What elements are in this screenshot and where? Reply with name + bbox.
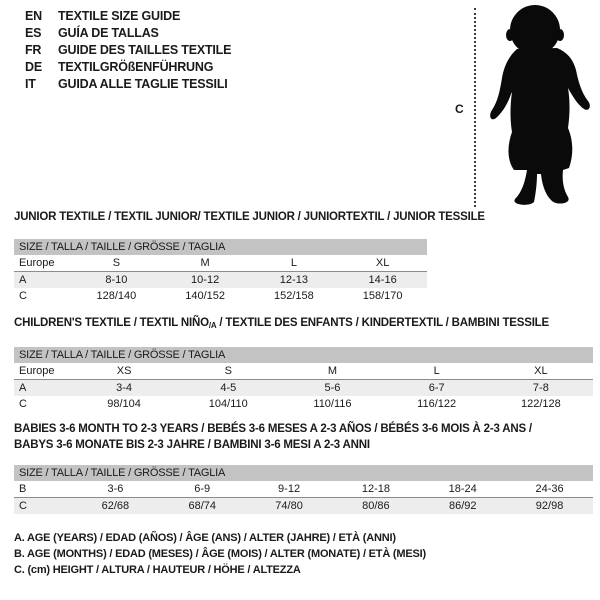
- junior-size-table: [14, 239, 427, 304]
- language-code: DE: [25, 60, 42, 74]
- row-label: C: [19, 500, 27, 512]
- language-title-list: [25, 8, 231, 93]
- table-cell: L: [250, 255, 339, 272]
- babies-title-line2: BABYS 3-6 MONATE BIS 2-3 JAHRE / BAMBINI 3-6 MESI A 2-3 ANNI: [14, 438, 370, 451]
- table-cell: 68/74: [188, 500, 216, 512]
- table-cell: XL: [338, 255, 427, 272]
- table-cell: 140/152: [185, 290, 225, 302]
- table-cell: 24-36: [506, 481, 593, 498]
- table-row-europe: [14, 255, 427, 272]
- note-age-years: A. AGE (YEARS) / EDAD (AÑOS) / ÂGE (ANS) / ALTER (JAHRE) / ETÀ (ANNI): [14, 532, 396, 544]
- language-title: TEXTILE SIZE GUIDE: [58, 9, 181, 23]
- table-cell: 5-6: [324, 382, 341, 394]
- table-cell: 12-18: [332, 481, 419, 498]
- size-header-bar: SIZE / TALLA / TAILLE / GRÖSSE / TAGLIA: [14, 465, 593, 481]
- table-cell: 152/158: [273, 290, 314, 302]
- children-title-part2: / TEXTILE DES ENFANTS / KINDERTEXTIL / BAMBINI TESSILE: [216, 317, 549, 329]
- language-title: TEXTILGRÖßENFÜHRUNG: [58, 60, 214, 74]
- table-cell: 3-6: [72, 481, 159, 498]
- table-cell: 62/68: [101, 500, 130, 512]
- language-title: GUIDA ALLE TAGLIE TESSILI: [58, 77, 228, 91]
- table-cell: 80/86: [362, 500, 390, 512]
- table-cell: 98/104: [107, 398, 141, 410]
- language-row-de: [25, 59, 231, 76]
- size-header-row: [14, 465, 593, 481]
- height-measure-dotted-line: [474, 8, 476, 207]
- size-header-bar: SIZE / TALLA / TAILLE / GRÖSSE / TAGLIA: [14, 239, 427, 255]
- table-cell: 110/116: [313, 398, 352, 410]
- language-title: GUÍA DE TALLAS: [58, 26, 159, 40]
- language-row-en: [25, 8, 231, 25]
- children-size-table: [14, 347, 593, 412]
- language-row-es: [25, 25, 231, 42]
- row-label: A: [19, 274, 27, 286]
- table-cell: 10-12: [191, 274, 220, 286]
- table-row-height: [14, 498, 593, 515]
- note-age-months: B. AGE (MONTHS) / EDAD (MESES) / ÂGE (MOIS) / ALTER (MONATE) / ETÀ (MESI): [14, 548, 426, 560]
- table-cell: 116/122: [417, 398, 457, 410]
- table-cell: 3-4: [116, 382, 133, 394]
- table-cell: M: [280, 363, 384, 380]
- table-cell: L: [385, 363, 489, 380]
- junior-section-title: JUNIOR TEXTILE / TEXTIL JUNIOR/ TEXTILE JUNIOR / JUNIORTEXTIL / JUNIOR TESSILE: [14, 211, 485, 223]
- table-row-europe: [14, 363, 593, 380]
- table-row-months: [14, 481, 593, 498]
- language-code: FR: [25, 43, 42, 57]
- language-title: GUIDE DES TAILLES TEXTILE: [58, 43, 232, 57]
- language-row-it: [25, 76, 231, 93]
- size-header-row: [14, 347, 593, 363]
- row-label: C: [19, 290, 27, 302]
- table-row-age: [14, 272, 427, 289]
- table-cell: 86/92: [448, 500, 477, 512]
- table-cell: S: [176, 363, 280, 380]
- row-label: C: [19, 398, 27, 410]
- babies-section-title: [14, 422, 532, 453]
- language-code: EN: [25, 9, 42, 23]
- table-cell: 12-13: [279, 274, 308, 286]
- table-cell: 122/128: [520, 398, 561, 410]
- table-cell: XL: [489, 363, 593, 380]
- children-title-part1: CHILDREN'S TEXTILE / TEXTIL NIÑO: [14, 317, 209, 329]
- size-header-row: [14, 239, 427, 255]
- table-cell: XS: [72, 363, 176, 380]
- table-cell: 6-9: [159, 481, 246, 498]
- table-cell: 18-24: [419, 481, 506, 498]
- legend-notes: [14, 530, 426, 578]
- table-cell: 128/140: [96, 290, 137, 302]
- children-title-subscript: /A: [208, 321, 217, 330]
- height-measure-label: C: [455, 102, 464, 116]
- toddler-silhouette-image: [479, 4, 595, 209]
- table-cell: 7-8: [532, 382, 549, 394]
- table-row-age: [14, 380, 593, 397]
- size-header-bar: SIZE / TALLA / TAILLE / GRÖSSE / TAGLIA: [14, 347, 593, 363]
- language-row-fr: [25, 42, 231, 59]
- table-cell: 104/110: [208, 398, 248, 410]
- row-label: Europe: [14, 255, 72, 272]
- row-label: B: [14, 481, 72, 498]
- table-cell: 6-7: [428, 382, 445, 394]
- table-cell: 158/170: [362, 290, 403, 302]
- table-cell: 8-10: [105, 274, 128, 286]
- language-code: IT: [25, 77, 36, 91]
- row-label: Europe: [14, 363, 72, 380]
- note-height-cm: C. (cm) HEIGHT / ALTURA / HAUTEUR / HÖHE / ALTEZZA: [14, 564, 301, 576]
- table-cell: S: [72, 255, 161, 272]
- table-row-height: [14, 396, 593, 412]
- babies-title-line1: BABIES 3-6 MONTH TO 2-3 YEARS / BEBÉS 3-6 MESES A 2-3 AÑOS / BÉBÉS 3-6 MOIS À 2-3 ANS /: [14, 423, 532, 435]
- language-code: ES: [25, 26, 42, 40]
- table-cell: 4-5: [220, 382, 237, 394]
- table-cell: 9-12: [246, 481, 333, 498]
- table-row-height: [14, 288, 427, 304]
- table-cell: 74/80: [275, 500, 303, 512]
- babies-size-table: [14, 465, 593, 514]
- row-label: A: [19, 382, 27, 394]
- children-section-title: [14, 317, 549, 330]
- table-cell: 14-16: [368, 274, 397, 286]
- table-cell: M: [161, 255, 250, 272]
- table-cell: 92/98: [535, 500, 564, 512]
